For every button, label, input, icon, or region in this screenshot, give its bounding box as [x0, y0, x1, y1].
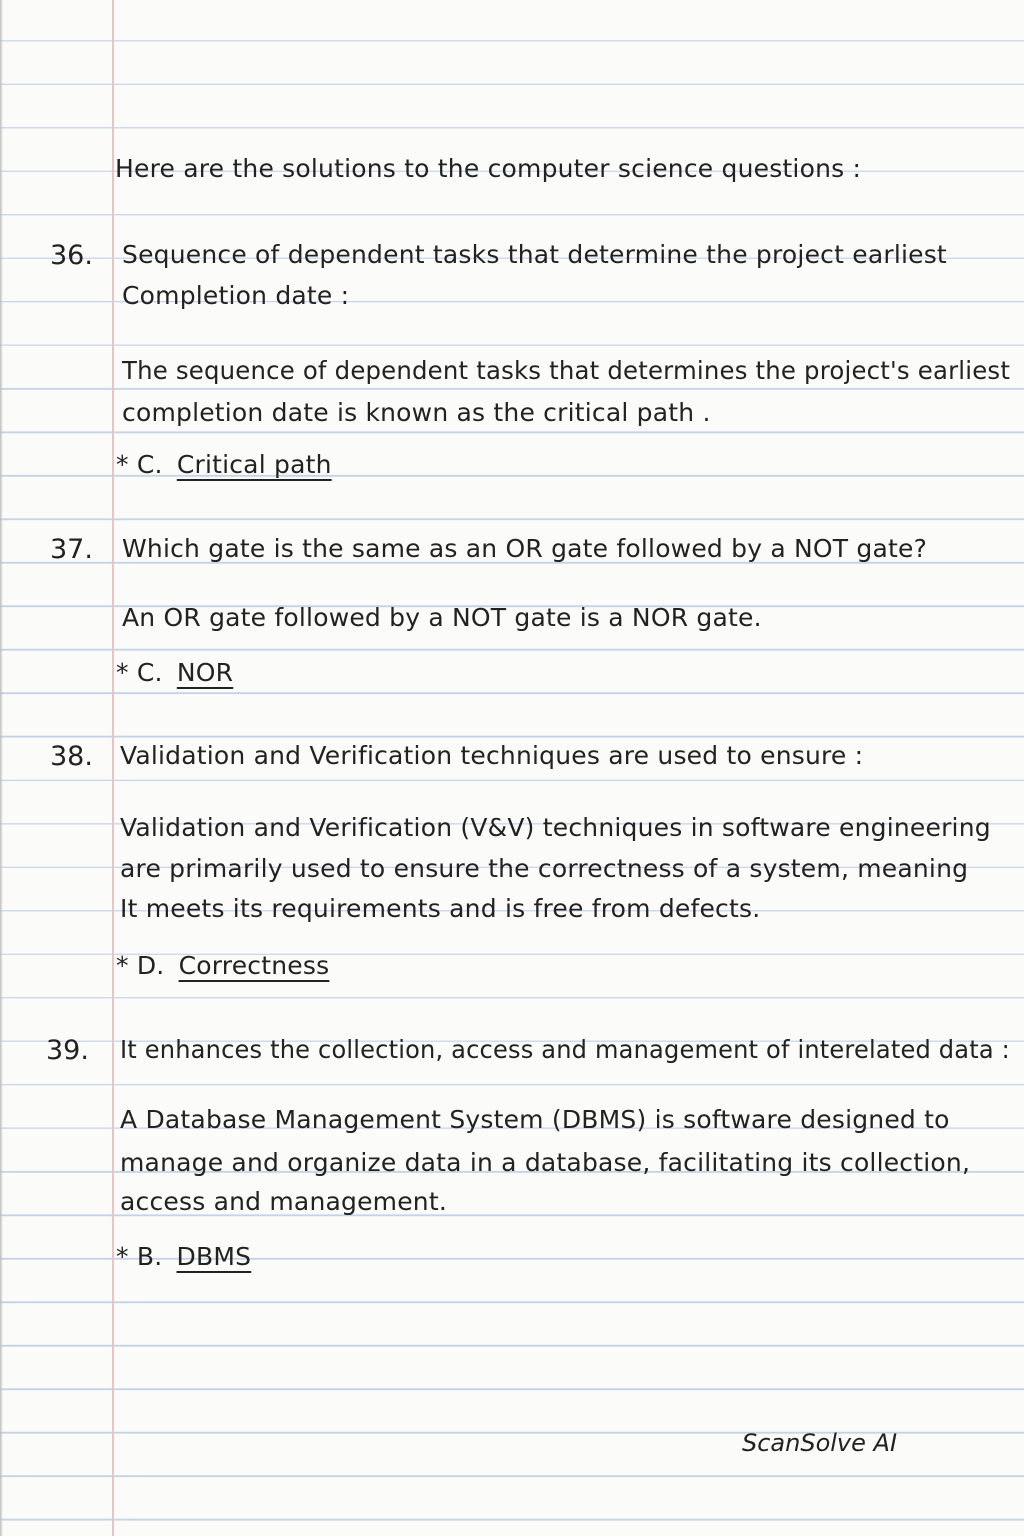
- answer-line: [116, 951, 329, 980]
- question-number: 39.: [46, 1035, 89, 1066]
- answer-line: [116, 658, 233, 687]
- answer-value: NOR: [176, 658, 234, 687]
- question-text: Validation and Verification techniques are used to ensure :: [120, 741, 864, 770]
- answer-value: Critical path: [176, 450, 332, 479]
- explanation-text: access and management.: [120, 1187, 447, 1216]
- answer-value: DBMS: [176, 1242, 252, 1271]
- explanation-text: completion date is known as the critical path .: [122, 398, 711, 427]
- answer-line: [116, 1242, 251, 1271]
- explanation-text: A Database Management System (DBMS) is software designed to: [120, 1105, 950, 1134]
- question-number: 36.: [50, 240, 93, 271]
- answer-prefix: * D.: [116, 951, 165, 980]
- explanation-text: Validation and Verification (V&V) techniques in software engineering: [120, 813, 991, 842]
- explanation-text: are primarily used to ensure the correctness of a system, meaning: [120, 854, 969, 883]
- answer-value: Correctness: [178, 951, 330, 980]
- answer-line: [116, 450, 332, 479]
- explanation-text: An OR gate followed by a NOT gate is a NOR gate.: [122, 603, 762, 632]
- footer-brand: ScanSolve AI: [742, 1429, 898, 1457]
- question-number: 37.: [50, 534, 93, 565]
- question-number: 38.: [50, 741, 93, 772]
- page-edge-shadow: [0, 0, 3, 1536]
- question-text: Completion date :: [122, 281, 350, 310]
- intro-text: Here are the solutions to the computer science questions :: [115, 154, 862, 183]
- answer-prefix: * B.: [116, 1242, 163, 1271]
- question-text: Sequence of dependent tasks that determine the project earliest: [122, 240, 947, 269]
- answer-prefix: * C.: [116, 450, 163, 479]
- explanation-text: It meets its requirements and is free from defects.: [120, 894, 761, 923]
- explanation-text: manage and organize data in a database, facilitating its collection,: [120, 1148, 971, 1177]
- question-text: It enhances the collection, access and management of interelated data :: [120, 1035, 1010, 1064]
- margin-line: [112, 0, 114, 1536]
- answer-prefix: * C.: [116, 658, 163, 687]
- question-text: Which gate is the same as an OR gate followed by a NOT gate?: [122, 534, 928, 563]
- explanation-text: The sequence of dependent tasks that determines the project's earliest: [122, 356, 1011, 385]
